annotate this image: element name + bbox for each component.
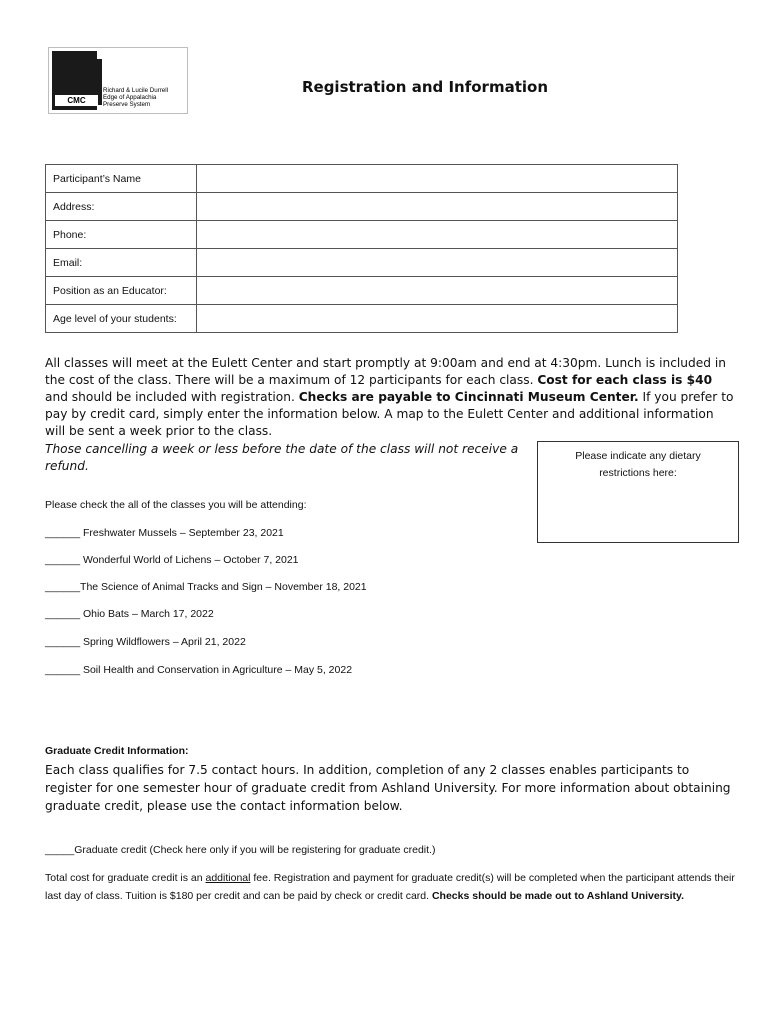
form-row-email xyxy=(46,249,678,277)
logo-line-2: Edge of Appalachia xyxy=(103,94,157,101)
age-level-field[interactable] xyxy=(197,305,678,333)
class-option-soil-health[interactable]: ______ Soil Health and Conservation in Agriculture – May 5, 2022 xyxy=(45,664,353,676)
classes-intro: Please check the all of the classes you will be attending: xyxy=(45,499,307,511)
form-row-position xyxy=(46,277,678,305)
grad-cost-additional: additional xyxy=(205,872,251,884)
checks-payable-highlight: Checks are payable to Cincinnati Museum Center. xyxy=(298,390,639,404)
refund-note-text: Those cancelling a week or less before the date of the class will not receive a refund. xyxy=(45,442,519,473)
position-field[interactable] xyxy=(197,277,678,305)
grad-cost-text-2: fee. Registration and payment for graduate credit(s) will be completed when the participant attends their last day of class. Tuition is $180 per credit and can be paid by check or credit card. xyxy=(45,872,735,902)
cmc-logo xyxy=(48,47,188,114)
info-text-1: All classes will meet at the Eulett Center and start promptly at 9:00am and end at 4:30pm. Lunch is included in the cost of the class. There will be a maximum of 12 participants for each class. xyxy=(45,356,726,387)
graduate-credit-checkbox[interactable]: _____Graduate credit (Check here only if you will be registering for graduate credit.) xyxy=(45,844,436,856)
class-option-mussels[interactable]: ______ Freshwater Mussels – September 23, 2021 xyxy=(45,527,284,539)
logo-abbr: CMC xyxy=(55,95,98,106)
logo-line-3: Preserve System xyxy=(103,101,151,108)
phone-label: Phone: xyxy=(46,221,197,249)
refund-note xyxy=(45,441,525,475)
class-option-wildflowers[interactable]: ______ Spring Wildflowers – April 21, 2022 xyxy=(45,636,246,648)
class-info-paragraph xyxy=(45,355,735,440)
logo-text xyxy=(103,87,168,108)
form-row-phone xyxy=(46,221,678,249)
graduate-cost-paragraph xyxy=(45,869,735,905)
email-label: Email: xyxy=(46,249,197,277)
registration-form-table xyxy=(45,164,678,333)
cost-highlight: Cost for each class is $40 xyxy=(537,373,713,387)
class-option-ohio-bats[interactable]: ______ Ohio Bats – March 17, 2022 xyxy=(45,608,214,620)
grad-checks-highlight: Checks should be made out to Ashland University. xyxy=(431,890,685,902)
address-label: Address: xyxy=(46,193,197,221)
graduate-credit-body: Each class qualifies for 7.5 contact hours. In addition, completion of any 2 classes enables participants to register for one semester hour of graduate credit from Ashland University. For more information about obtaining graduate credit, please use the contact information below. xyxy=(45,763,731,813)
participant-name-label: Participant’s Name xyxy=(46,165,197,193)
info-text-2: and should be included with registration. xyxy=(45,390,299,404)
graduate-credit-heading: Graduate Credit Information: xyxy=(45,745,189,757)
form-row-name xyxy=(46,165,678,193)
position-label: Position as an Educator: xyxy=(46,277,197,305)
class-option-animal-tracks[interactable]: ______The Science of Animal Tracks and Sign – November 18, 2021 xyxy=(45,581,367,593)
logo-line-1: Richard & Lucile Durrell xyxy=(103,87,168,94)
email-field[interactable] xyxy=(197,249,678,277)
form-row-address xyxy=(46,193,678,221)
info-text-3: If you prefer to pay by credit card, simply enter the information below. A map to the Eulett Center and additional information will be sent a week prior to the class. xyxy=(45,390,734,438)
age-level-label: Age level of your students: xyxy=(46,305,197,333)
dietary-label: Please indicate any dietary restrictions here: xyxy=(575,450,701,479)
page-title: Registration and Information xyxy=(301,78,549,96)
participant-name-field[interactable] xyxy=(197,165,678,193)
class-option-lichens[interactable]: ______ Wonderful World of Lichens – October 7, 2021 xyxy=(45,554,299,566)
form-row-age-level xyxy=(46,305,678,333)
address-field[interactable] xyxy=(197,193,678,221)
phone-field[interactable] xyxy=(197,221,678,249)
grad-cost-text-1: Total cost for graduate credit is an xyxy=(45,872,206,884)
dietary-restrictions-box[interactable] xyxy=(537,441,739,543)
